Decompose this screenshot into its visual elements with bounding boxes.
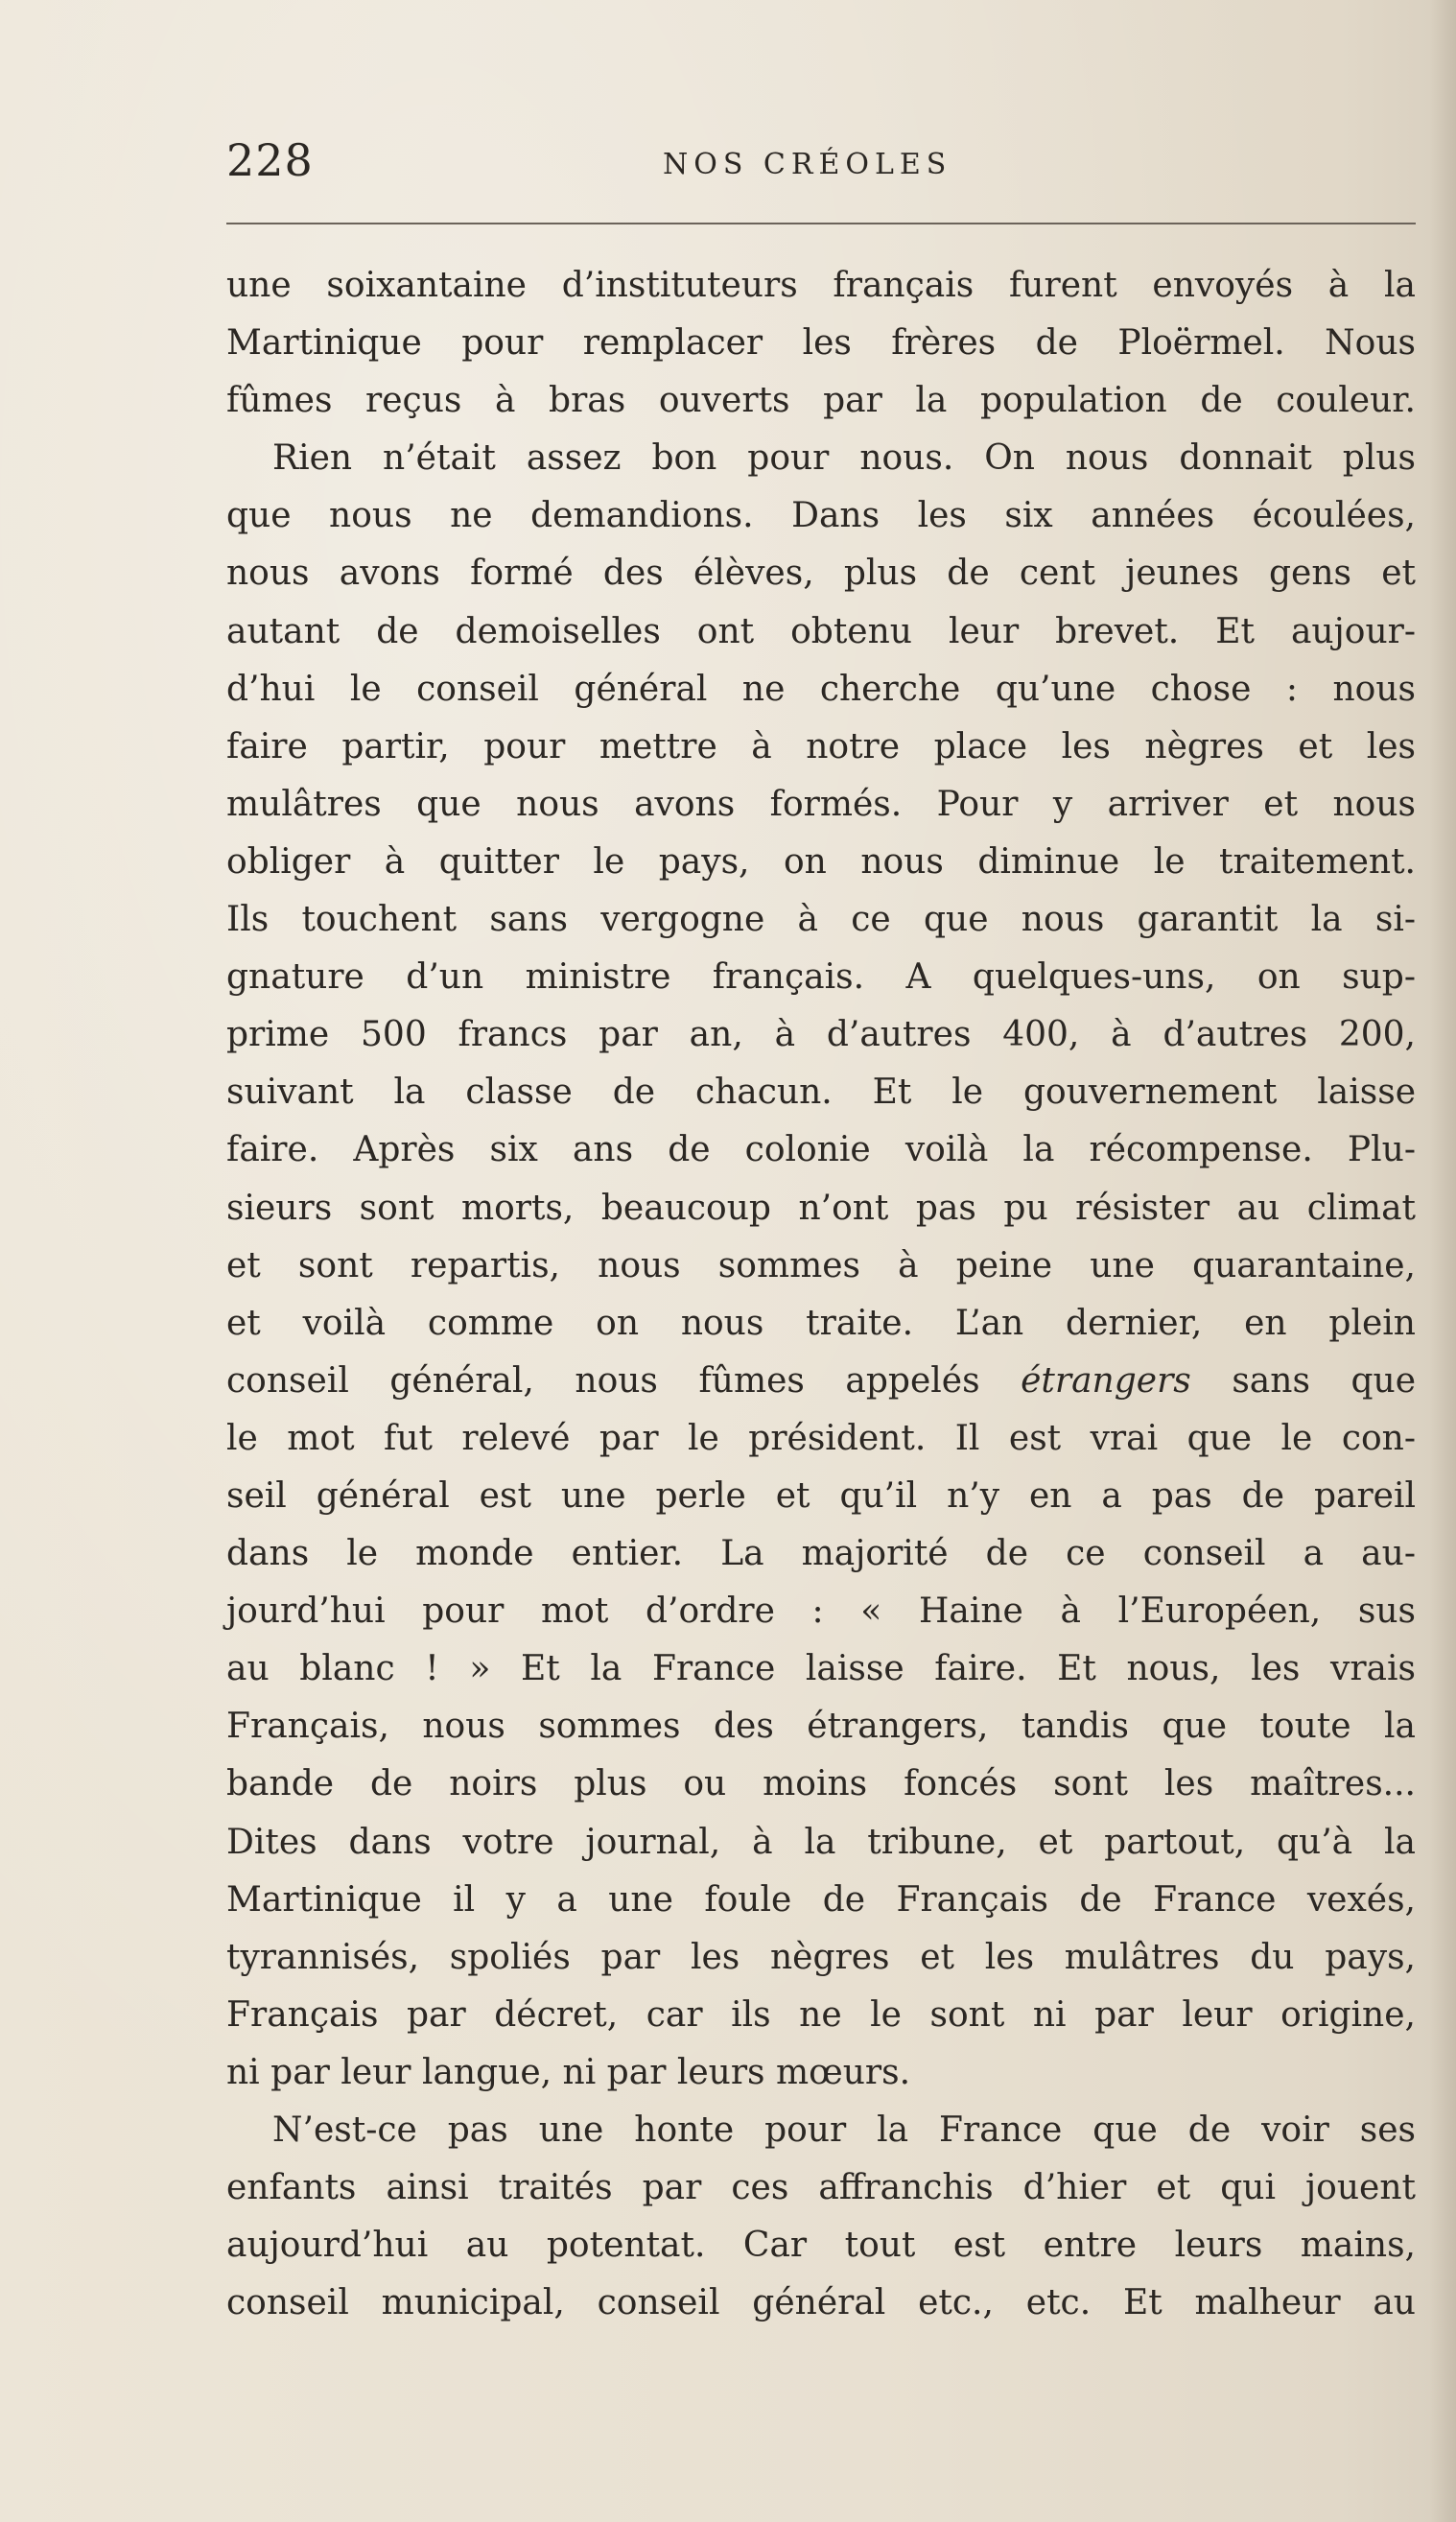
text-line: prime 500 francs par an, à d’autres 400, à d’autres 200, [226, 1015, 1416, 1055]
text-line: Français par décret, car ils ne le sont ni par leur origine, [226, 1994, 1416, 2035]
body-text [226, 257, 1416, 2332]
text-line: le mot fut relevé par le président. Il est vrai que le con- [226, 1418, 1416, 1458]
text-segment: conseil général, nous fûmes appelés [226, 1360, 1022, 1401]
text-line: enfants ainsi traités par ces affranchis d’hier et qui jouent [226, 2168, 1416, 2208]
text-line: sieurs sont morts, beaucoup n’ont pas pu résister au climat [226, 1188, 1416, 1228]
text-line: Dites dans votre journal, à la tribune, et partout, qu’à la [226, 1822, 1416, 1862]
text-line: conseil municipal, conseil général etc., etc. Et malheur au [226, 2283, 1416, 2323]
text-line: Martinique pour remplacer les frères de Ploërmel. Nous [226, 323, 1416, 364]
text-line: obliger à quitter le pays, on nous diminue le traitement. [226, 841, 1416, 882]
text-line: bande de noirs plus ou moins foncés sont les maîtres... [226, 1764, 1416, 1804]
text-line: une soixantaine d’instituteurs français furent envoyés à la [226, 266, 1416, 305]
text-line: au blanc ! » Et la France laisse faire. Et nous, les vrais [226, 1649, 1416, 1689]
text-line: ni par leur langue, ni par leurs mœurs. [226, 2052, 911, 2092]
text-line: N’est-ce pas une honte pour la France que de voir ses [272, 2110, 1416, 2150]
text-line: que nous ne demandions. Dans les six années écoulées, [226, 496, 1416, 536]
text-line: aujourd’hui au potentat. Car tout est entre leurs mains, [226, 2226, 1416, 2266]
text-line: faire partir, pour mettre à notre place les nègres et les [226, 726, 1416, 766]
text-line: mulâtres que nous avons formés. Pour y arriver et nous [226, 784, 1416, 824]
page-number: 228 [226, 134, 314, 186]
header-rule [226, 223, 1416, 224]
text-segment: sans que [1190, 1360, 1416, 1401]
text-line: gnature d’un ministre français. A quelques-uns, on sup- [226, 957, 1416, 998]
text-line: et voilà comme on nous traite. L’an dernier, en plein [226, 1303, 1416, 1343]
page-header [226, 134, 1416, 201]
text-line: suivant la classe de chacun. Et le gouvernement laisse [226, 1072, 1416, 1113]
text-line: d’hui le conseil général ne cherche qu’une chose : nous [226, 669, 1416, 709]
text-line: jourd’hui pour mot d’ordre : « Haine à l’Européen, sus [226, 1591, 1416, 1632]
text-line: nous avons formé des élèves, plus de cent jeunes gens et [226, 554, 1416, 594]
text-line: et sont repartis, nous sommes à peine une quarantaine, [226, 1245, 1416, 1285]
text-line: Français, nous sommes des étrangers, tandis que toute la [226, 1707, 1416, 1747]
text-line: Martinique il y a une foule de Français de France vexés, [226, 1879, 1416, 1920]
text-line: faire. Après six ans de colonie voilà la récompense. Plu- [226, 1130, 1416, 1170]
text-line: dans le monde entier. La majorité de ce conseil a au- [226, 1534, 1416, 1574]
text-line [226, 1353, 1416, 1410]
page-edge-shadow [1429, 0, 1456, 2522]
italic-word: étrangers [1021, 1360, 1191, 1401]
text-line: fûmes reçus à bras ouverts par la population de couleur. [226, 381, 1416, 421]
text-line: tyrannisés, spoliés par les nègres et les mulâtres du pays, [226, 1937, 1416, 1977]
text-line: Rien n’était assez bon pour nous. On nous donnait plus [272, 438, 1416, 479]
running-title: NOS CRÉOLES [663, 148, 952, 181]
text-line: autant de demoiselles ont obtenu leur brevet. Et aujour- [226, 611, 1416, 651]
text-line: Ils touchent sans vergogne à ce que nous garantit la si- [226, 900, 1416, 940]
text-line: seil général est une perle et qu’il n’y en a pas de pareil [226, 1475, 1416, 1516]
